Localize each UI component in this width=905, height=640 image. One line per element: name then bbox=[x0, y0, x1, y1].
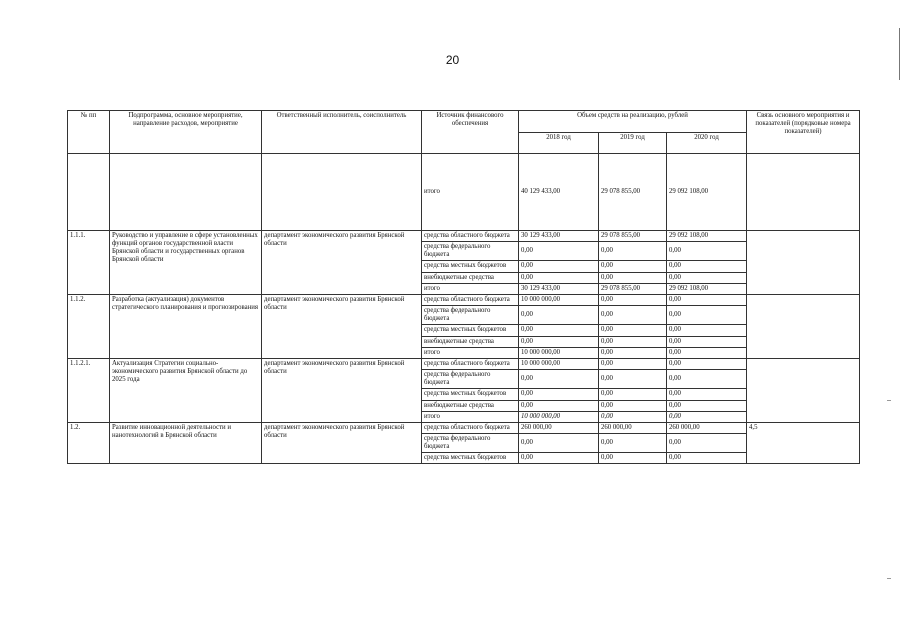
value-cell: 260 000,00 bbox=[519, 422, 599, 433]
value-cell: 0,00 bbox=[519, 453, 599, 464]
budget-table bbox=[67, 110, 860, 464]
value-cell: 0,00 bbox=[519, 389, 599, 400]
value-cell: 0,00 bbox=[599, 453, 667, 464]
header-source: Источник финансового обеспечения bbox=[422, 111, 519, 154]
value-cell: 0,00 bbox=[599, 325, 667, 336]
header-volume: Объем средств на реализацию, рублей bbox=[519, 111, 747, 133]
section-executor: департамент экономического развития Брянской области bbox=[262, 358, 422, 422]
section-name: Развитие инновационной деятельности и нанотехнологий в Брянской области bbox=[110, 422, 262, 464]
value-cell: 0,00 bbox=[667, 370, 747, 389]
table-row bbox=[68, 358, 860, 369]
source-local: средства местных бюджетов bbox=[422, 325, 519, 336]
section-executor: департамент экономического развития Брянской области bbox=[262, 422, 422, 464]
value-cell: 0,00 bbox=[599, 358, 667, 369]
source-total: итого bbox=[422, 283, 519, 294]
header-link: Связь основного мероприятия и показателей (порядковые номера показателей) bbox=[747, 111, 860, 154]
value-cell: 29 092 108,00 bbox=[667, 283, 747, 294]
section-name: Актуализация Стратегии социально-экономического развития Брянской области до 2025 года bbox=[110, 358, 262, 422]
source-extra: внебюджетные средства bbox=[422, 336, 519, 347]
value-cell: 0,00 bbox=[667, 242, 747, 261]
value-cell: 0,00 bbox=[519, 242, 599, 261]
source-federal: средства федерального бюджета bbox=[422, 433, 519, 452]
cell-empty bbox=[262, 154, 422, 231]
value-cell: 29 092 108,00 bbox=[667, 231, 747, 242]
header-year-2018: 2018 год bbox=[519, 132, 599, 154]
section-executor: департамент экономического развития Брянской области bbox=[262, 294, 422, 358]
value-cell: 10 000 000,00 bbox=[519, 358, 599, 369]
value-cell: 0,00 bbox=[519, 325, 599, 336]
table-row bbox=[68, 294, 860, 305]
value-cell: 0,00 bbox=[667, 411, 747, 422]
value-cell: 0,00 bbox=[519, 400, 599, 411]
top-total-row bbox=[68, 154, 860, 231]
top-total-2018: 40 129 433,00 bbox=[519, 154, 599, 231]
link-cell: 4,5 bbox=[747, 422, 860, 464]
section-no: 1.1.1. bbox=[68, 231, 110, 295]
value-cell: 30 129 433,00 bbox=[519, 283, 599, 294]
scan-edge-dot bbox=[887, 400, 891, 401]
value-cell: 29 078 855,00 bbox=[599, 283, 667, 294]
source-total: итого bbox=[422, 347, 519, 358]
source-local: средства местных бюджетов bbox=[422, 261, 519, 272]
value-cell: 0,00 bbox=[667, 272, 747, 283]
value-cell: 0,00 bbox=[599, 336, 667, 347]
source-local: средства местных бюджетов bbox=[422, 389, 519, 400]
header-year-2020: 2020 год bbox=[667, 132, 747, 154]
value-cell: 0,00 bbox=[519, 370, 599, 389]
value-cell: 0,00 bbox=[599, 347, 667, 358]
value-cell: 0,00 bbox=[519, 272, 599, 283]
value-cell: 0,00 bbox=[667, 336, 747, 347]
value-cell: 0,00 bbox=[599, 400, 667, 411]
source-regional: средства областного бюджета bbox=[422, 231, 519, 242]
scan-edge-mark bbox=[899, 28, 900, 80]
source-federal: средства федерального бюджета bbox=[422, 370, 519, 389]
value-cell: 0,00 bbox=[519, 261, 599, 272]
scan-edge-dot bbox=[887, 578, 891, 579]
value-cell: 0,00 bbox=[667, 294, 747, 305]
value-cell: 0,00 bbox=[599, 433, 667, 452]
header-program: Подпрограмма, основное мероприятие, направление расходов, мероприятие bbox=[110, 111, 262, 154]
section-no: 1.2. bbox=[68, 422, 110, 464]
cell-empty bbox=[68, 154, 110, 231]
value-cell: 29 078 855,00 bbox=[599, 231, 667, 242]
table-row bbox=[68, 231, 860, 242]
value-cell: 30 129 433,00 bbox=[519, 231, 599, 242]
source-total: итого bbox=[422, 154, 519, 231]
source-local: средства местных бюджетов bbox=[422, 453, 519, 464]
section-no: 1.1.2.1. bbox=[68, 358, 110, 422]
page-number: 20 bbox=[445, 53, 460, 67]
top-total-2019: 29 078 855,00 bbox=[599, 154, 667, 231]
value-cell: 0,00 bbox=[667, 261, 747, 272]
header-no: № пп bbox=[68, 111, 110, 154]
source-total: итого bbox=[422, 411, 519, 422]
value-cell: 0,00 bbox=[667, 453, 747, 464]
link-cell bbox=[747, 231, 860, 295]
value-cell: 0,00 bbox=[667, 306, 747, 325]
source-extra: внебюджетные средства bbox=[422, 272, 519, 283]
value-cell: 0,00 bbox=[519, 433, 599, 452]
value-cell: 0,00 bbox=[599, 242, 667, 261]
source-extra: внебюджетные средства bbox=[422, 400, 519, 411]
header-year-2019: 2019 год bbox=[599, 132, 667, 154]
cell-empty bbox=[747, 154, 860, 231]
value-cell: 0,00 bbox=[667, 347, 747, 358]
table-row bbox=[68, 422, 860, 433]
value-cell: 0,00 bbox=[667, 433, 747, 452]
header-executor: Ответственный исполнитель, соисполнитель bbox=[262, 111, 422, 154]
source-regional: средства областного бюджета bbox=[422, 358, 519, 369]
header-row bbox=[68, 111, 860, 133]
cell-empty bbox=[110, 154, 262, 231]
link-cell bbox=[747, 294, 860, 358]
value-cell: 0,00 bbox=[599, 294, 667, 305]
value-cell: 10 000 000,00 bbox=[519, 411, 599, 422]
value-cell: 0,00 bbox=[599, 389, 667, 400]
source-federal: средства федерального бюджета bbox=[422, 306, 519, 325]
value-cell: 0,00 bbox=[667, 358, 747, 369]
value-cell: 0,00 bbox=[519, 336, 599, 347]
section-executor: департамент экономического развития Брянской области bbox=[262, 231, 422, 295]
value-cell: 0,00 bbox=[599, 411, 667, 422]
source-regional: средства областного бюджета bbox=[422, 422, 519, 433]
value-cell: 0,00 bbox=[667, 400, 747, 411]
value-cell: 0,00 bbox=[599, 272, 667, 283]
section-name: Разработка (актуализация) документов стратегического планирования и прогнозирования bbox=[110, 294, 262, 358]
value-cell: 0,00 bbox=[667, 389, 747, 400]
value-cell: 0,00 bbox=[599, 306, 667, 325]
source-regional: средства областного бюджета bbox=[422, 294, 519, 305]
value-cell: 260 000,00 bbox=[667, 422, 747, 433]
value-cell: 260 000,00 bbox=[599, 422, 667, 433]
value-cell: 0,00 bbox=[519, 306, 599, 325]
top-total-2020: 29 092 108,00 bbox=[667, 154, 747, 231]
section-no: 1.1.2. bbox=[68, 294, 110, 358]
value-cell: 0,00 bbox=[667, 325, 747, 336]
link-cell bbox=[747, 358, 860, 422]
section-name: Руководство и управление в сфере установленных функций органов государственной власти Брянской области и государственных органов Брянской области bbox=[110, 231, 262, 295]
source-federal: средства федерального бюджета bbox=[422, 242, 519, 261]
value-cell: 10 000 000,00 bbox=[519, 294, 599, 305]
value-cell: 10 000 000,00 bbox=[519, 347, 599, 358]
value-cell: 0,00 bbox=[599, 370, 667, 389]
value-cell: 0,00 bbox=[599, 261, 667, 272]
